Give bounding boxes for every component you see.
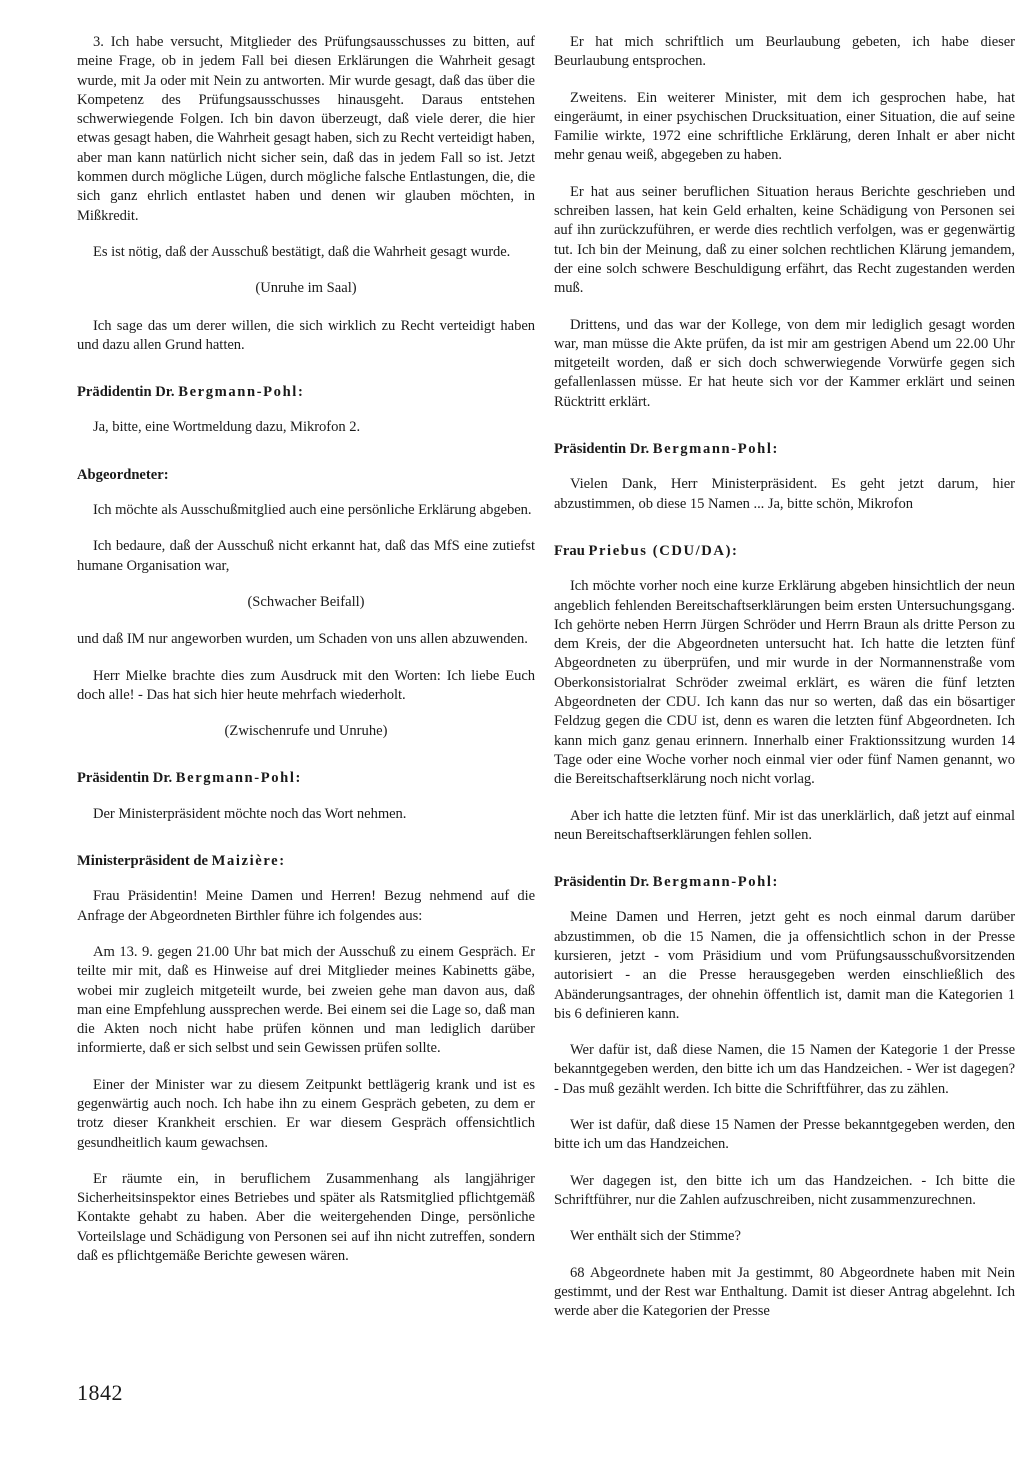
speaker-heading [77,383,535,402]
paragraph: Er räumte ein, in beruflichem Zusammenhang als langjähriger Sicherheitsinspektor eines Betriebes und später als Ratsmitglied pflichtgemäß Kontakte gehabt zu haben. Aber die weitergehenden Dinge, persönliche Vorteilslage und Schädigung von Personen sei auf ihn nicht zutreffen, sondern daß es pflichtgemäße Berichte gewesen wären. [77,1170,535,1265]
paragraph: Ich bedaure, daß der Ausschuß nicht erkannt hat, daß das MfS eine zutiefst humane Organisation war, [77,538,535,574]
speaker-name: Maizière: [211,853,286,870]
paragraph: Er hat mich schriftlich um Beurlaubung gebeten, ich habe dieser Beurlaubung entsprochen. [554,34,1015,70]
paragraph: Drittens, und das war der Kollege, von dem mir lediglich gesagt worden war, man müsse die Akte prüfen, da ist mir am gestrigen Abend um 22.00 Uhr mitgeteilt worden, daß er sich doch schwerwiegende Vorwürfe gegen sich gefallenlassen müsse. Er hat heute sich vor der Kammer erklärt und seinen Rücktritt erklärt. [554,316,1015,410]
speaker-role: Präsidentin Dr. [554,441,650,458]
interjection: (Zwischenrufe und Unruhe) [224,723,388,740]
speaker-name: Bergmann-Pohl: [178,384,305,401]
paragraph: Ich möchte vorher noch eine kurze Erklärung abgeben hinsichtlich der neun angeblich fehlenden Bereitschaftserklärungen beim ersten Untersuchungsgang. Ich gehörte neben Herrn Jürgen Schröder und Herrn Braun als dritte Person zu dem Kreis, der die Abgeordneten untersucht hat. Ich hatte die letzten fünf Abgeordneten zu überprüfen, und mir wurde in der Normannenstraße vom Oberkonsistorialrat Schröder zweimal erklärt, es wären die fünf letzten Abgeordneten der CDU. Ich kann das nur so werten, daß das ein bösartiger Feldzug gegen die CDU ist, denn es waren die letzten fünf Abgeordneten. Ich kann mich ganz genau erinnern. Innerhalb einer Fraktionssitzung wurden 14 Tage oder eine Woche vorher noch einmal vier oder fünf Namen genannt, wo die Bereitschaftserklärung noch nicht vorlag. [554,578,1015,788]
speaker-name: Priebus (CDU/DA): [588,542,739,559]
speaker-name: Bergmann-Pohl: [652,874,779,891]
paragraph: Der Ministerpräsident möchte noch das Wort nehmen. [93,805,407,822]
paragraph: Zweitens. Ein weiterer Minister, mit dem ich gesprochen habe, hat eingeräumt, in einer psychischen Drucksituation, einer Situation, die auf seine Familie wirkte, 1972 eine schriftliche Erklärung, deren Inhalt er aber nicht mehr genau weiß, abgegeben zu haben. [554,89,1015,164]
speaker-name: Bergmann-Pohl: [652,441,779,458]
paragraph: Er hat aus seiner beruflichen Situation heraus Berichte geschrieben und schreiben lassen, hat kein Geld erhalten, keine Schädigung von Personen sei auf ihn zurückzuführen, er werde dies rechtlich verfolgen, was er gegenwärtig tut. Ich bin der Meinung, daß zu einer solchen rechtlichen Klärung jemandem, der eine solch schwere Beschuldigung erfährt, das Recht zugestanden werden muß. [554,183,1015,297]
speaker-role: Abgeordneter: [77,466,169,483]
paragraph: Am 13. 9. gegen 21.00 Uhr bat mich der Ausschuß zu einem Gespräch. Er teilte mir mit, daß es Hinweise auf drei Mitglieder meines Kabinetts gäbe, wobei mir zugleich mitgeteilt wurde, bei zweien gehe man davon aus, daß man eine Empfehlung aussprechen werde. Bei einem sei die Lage so, daß man die Akten noch nicht habe prüfen können und man lediglich darüber informierte, daß er sich selbst und sein Gewissen prüfen sollte. [77,943,535,1057]
speaker-heading [77,852,535,871]
interjection: (Schwacher Beifall) [247,593,365,610]
speaker-heading [77,769,535,788]
speaker-role: Ministerpräsident de [77,853,208,870]
speaker-role: Frau [554,542,585,559]
paragraph: Vielen Dank, Herr Ministerpräsident. Es geht jetzt darum, hier abzustimmen, ob diese 15 Namen ... Ja, bitte schön, Mikrofon [554,476,1015,512]
speaker-heading [554,873,1015,892]
paragraph: 3. Ich habe versucht, Mitglieder des Prüfungsausschusses zu bitten, auf meine Frage, ob in jedem Fall bei diesen Erklärungen die Wahrheit gesagt wurde, mit Ja oder mit Nein zu antworten. Mir wurde gesagt, daß das über die Kompetenz des Prüfungsausschusses hinausgeht. Daraus entstehen schwerwiegende Folgen. Ich bin davon überzeugt, daß viele derer, die hier etwas gesagt haben, die Wahrheit gesagt haben, sich zu Recht verteidigt haben, aber man kann natürlich nicht sicher sein, daß das in jedem Fall so ist. Jetzt kommen durch mögliche Lügen, durch mögliche falsche Entlastungen, die, die sich ganz ehrlich entlastet haben und denen wir glauben möchten, in Mißkredit. [77,34,535,224]
speaker-heading [554,440,1015,459]
speaker-heading [554,542,1015,561]
speaker-role: Präsidentin Dr. [554,874,650,891]
paragraph: Meine Damen und Herren, jetzt geht es noch einmal darum darüber abzustimmen, ob die 15 Namen, die ja offensichtlich schon in der Presse kursieren, jetzt - vom Präsidium und vom Prüfungsausschußvorsitzenden autorisiert - an die Presse herausgegeben werden einschließlich des Abänderungsantrages, der ohnehin öffentlich ist, damit man die Kategorien 1 bis 6 definieren kann. [554,909,1015,1022]
page-number: 1842 [77,1380,123,1405]
paragraph: Aber ich hatte die letzten fünf. Mir ist das unerklärlich, daß jetzt auf einmal neun Bereitschaftserklärungen fehlen sollen. [554,807,1015,843]
paragraph: Ja, bitte, eine Wortmeldung dazu, Mikrofon 2. [93,419,361,436]
paragraph: Herr Mielke brachte dies zum Ausdruck mit den Worten: Ich liebe Euch doch alle! - Das hat sich hier heute mehrfach wiederholt. [77,667,535,703]
paragraph: Wer dafür ist, daß diese Namen, die 15 Namen der Kategorie 1 der Presse bekanntgegeben werden, den bitte ich um das Handzeichen. - Wer ist dagegen? - Das muß gezählt werden. Ich bitte die Schriftführer, das zu zählen. [554,1042,1015,1097]
paragraph: Frau Präsidentin! Meine Damen und Herren! Bezug nehmend auf die Anfrage der Abgeordneten Birthler führe ich folgendes aus: [77,888,535,924]
paragraph: Ich möchte als Ausschußmitglied auch eine persönliche Erklärung abgeben. [93,502,532,519]
speaker-heading [77,466,535,485]
paragraph: Wer ist dafür, daß diese 15 Namen der Presse bekanntgegeben werden, den bitte ich um das Handzeichen. [554,1117,1015,1153]
paragraph: Es ist nötig, daß der Ausschuß bestätigt, daß die Wahrheit gesagt wurde. [93,243,511,260]
speaker-role: Prädidentin Dr. [77,384,175,401]
paragraph: Wer dagegen ist, den bitte ich um das Handzeichen. - Ich bitte die Schriftführer, nur die Zahlen aufzuschreiben, nicht zusammenzurechnen. [554,1172,1015,1208]
interjection: (Unruhe im Saal) [255,280,357,297]
paragraph: und daß IM nur angeworben wurden, um Schaden von uns allen abzuwenden. [77,631,528,648]
paragraph: Einer der Minister war zu diesem Zeitpunkt bettlägerig krank und ist es gegenwärtig auch noch. Ich habe ihn zu einem Gespräch gebeten, zu dem er trotz dieser Krankheit erschien. Er war diesem Gespräch offensichtlich gesundheitlich kaum gewachsen. [77,1076,535,1151]
left-column [77,33,535,1283]
speaker-name: Bergmann-Pohl: [175,770,302,787]
speaker-role: Präsidentin Dr. [77,770,173,787]
paragraph: Wer enthält sich der Stimme? [570,1228,741,1245]
right-column [554,33,1015,1338]
paragraph: 68 Abgeordnete haben mit Ja gestimmt, 80 Abgeordnete haben mit Nein gestimmt, und der Rest war Enthaltung. Damit ist dieser Antrag abgelehnt. Ich werde aber die Kategorien der Presse [554,1264,1015,1320]
paragraph: Ich sage das um derer willen, die sich wirklich zu Recht verteidigt haben und dazu allen Grund hatten. [77,317,535,353]
